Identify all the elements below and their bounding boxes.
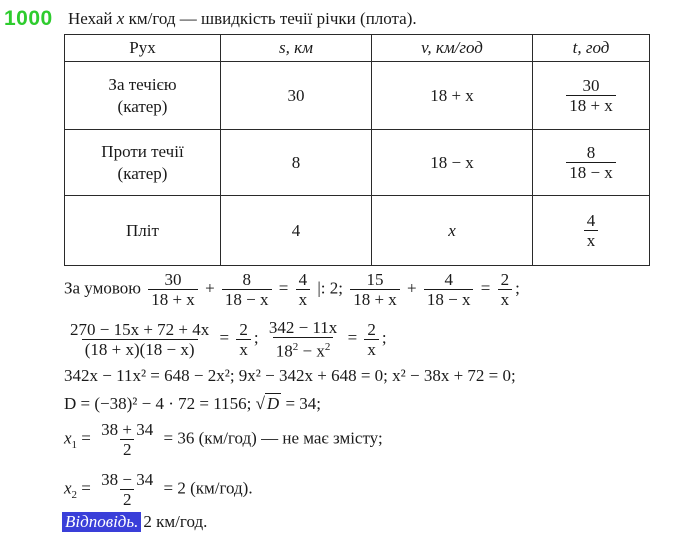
- fraction: $\frac{2}{x}$: [498, 270, 513, 309]
- header-time: t, год: [533, 35, 650, 62]
- table-header-row: [65, 35, 650, 62]
- time-fraction: $\frac{8}{18 - x}$: [566, 143, 616, 182]
- table-row: [65, 62, 650, 130]
- row-speed: 18 + x: [372, 62, 533, 130]
- equation-line-1: За умовою $\frac{30}{18 + x}$ + $\frac{8}{18 - x}$ = $\frac{4}{x}$ |: 2; $\frac{15}{18 + x}$ + $\frac{4}{18 - x}$ = $\frac{2}{x}$ ;: [64, 270, 520, 309]
- row-name: За течією (катер): [65, 62, 221, 130]
- answer-label: Відповідь.: [62, 512, 141, 532]
- table-row: [65, 196, 650, 266]
- fraction: $\frac{2}{x}$: [236, 320, 251, 359]
- fraction: $\frac{30}{18 + x}$: [148, 270, 198, 309]
- fraction: $\frac{4}{x}$: [296, 270, 311, 309]
- fraction: $\frac{38 - 34}{2}$: [101, 470, 154, 509]
- fraction: $\frac{38 + 34}{2}$: [101, 420, 154, 459]
- discriminant-text: D = (−38)² − 4 · 72 = 1156;: [64, 394, 252, 413]
- row-speed: 18 − x: [372, 130, 533, 196]
- answer-line: [62, 512, 207, 532]
- fraction: $\frac{15}{18 + x}$: [350, 270, 400, 309]
- row-distance: 4: [221, 196, 372, 266]
- table-row: [65, 130, 650, 196]
- intro-variable: x: [116, 9, 125, 28]
- header-speed: v, км/год: [372, 35, 533, 62]
- problem-number: 1000: [4, 7, 53, 30]
- row-distance: 8: [221, 130, 372, 196]
- intro-text-end: км/год — швидкість течії річки (плота).: [124, 9, 417, 28]
- fraction: $\frac{342 - 11x}{18^2 - x^2}$: [268, 318, 338, 361]
- row-speed: x: [372, 196, 533, 266]
- header-motion: Рух: [65, 35, 221, 62]
- row-name: Проти течії (катер): [65, 130, 221, 196]
- row-time: [533, 62, 650, 130]
- equation-line-6: $x_2$ = $\frac{38 - 34}{2}$ = 2 (км/год).: [64, 470, 253, 509]
- condition-prefix: За умовою: [64, 278, 141, 298]
- equation-line-4: [64, 394, 321, 414]
- row-time: [533, 196, 650, 266]
- sqrt-symbol: √: [255, 394, 265, 413]
- motion-table: [64, 34, 650, 266]
- time-fraction: $\frac{4}{x}$: [584, 211, 599, 250]
- fraction: $\frac{8}{18 - x}$: [222, 270, 272, 309]
- header-distance: s, км: [221, 35, 372, 62]
- fraction: $\frac{270 - 15x + 72 + 4x}{(18 + x)(18 - x)}$: [70, 319, 210, 359]
- answer-text: 2 км/год.: [143, 512, 208, 531]
- equation-line-2: $\frac{270 - 15x + 72 + 4x}{(18 + x)(18 - x)}$ = $\frac{2}{x}$ ; $\frac{342 - 11x}{18^2 - x^2}$ = $\frac{2}{x}$ ;: [64, 318, 387, 361]
- sqrt-operand: D: [266, 394, 280, 413]
- time-fraction: $\frac{30}{18 + x}$: [566, 76, 616, 115]
- fraction: $\frac{4}{18 - x}$: [424, 270, 474, 309]
- row-time: [533, 130, 650, 196]
- fraction: $\frac{2}{x}$: [364, 320, 379, 359]
- row-distance: 30: [221, 62, 372, 130]
- problem-intro: [68, 9, 417, 29]
- equation-line-3: 342x − 11x² = 648 − 2x²; 9x² − 342x + 648 = 0; x² − 38x + 72 = 0;: [64, 366, 516, 385]
- intro-text-start: Нехай: [68, 9, 117, 28]
- equation-line-5: $x_1$ = $\frac{38 + 34}{2}$ = 36 (км/год) — не має змісту;: [64, 420, 383, 459]
- sqrt-result: = 34;: [285, 394, 321, 413]
- row-name: Пліт: [65, 196, 221, 266]
